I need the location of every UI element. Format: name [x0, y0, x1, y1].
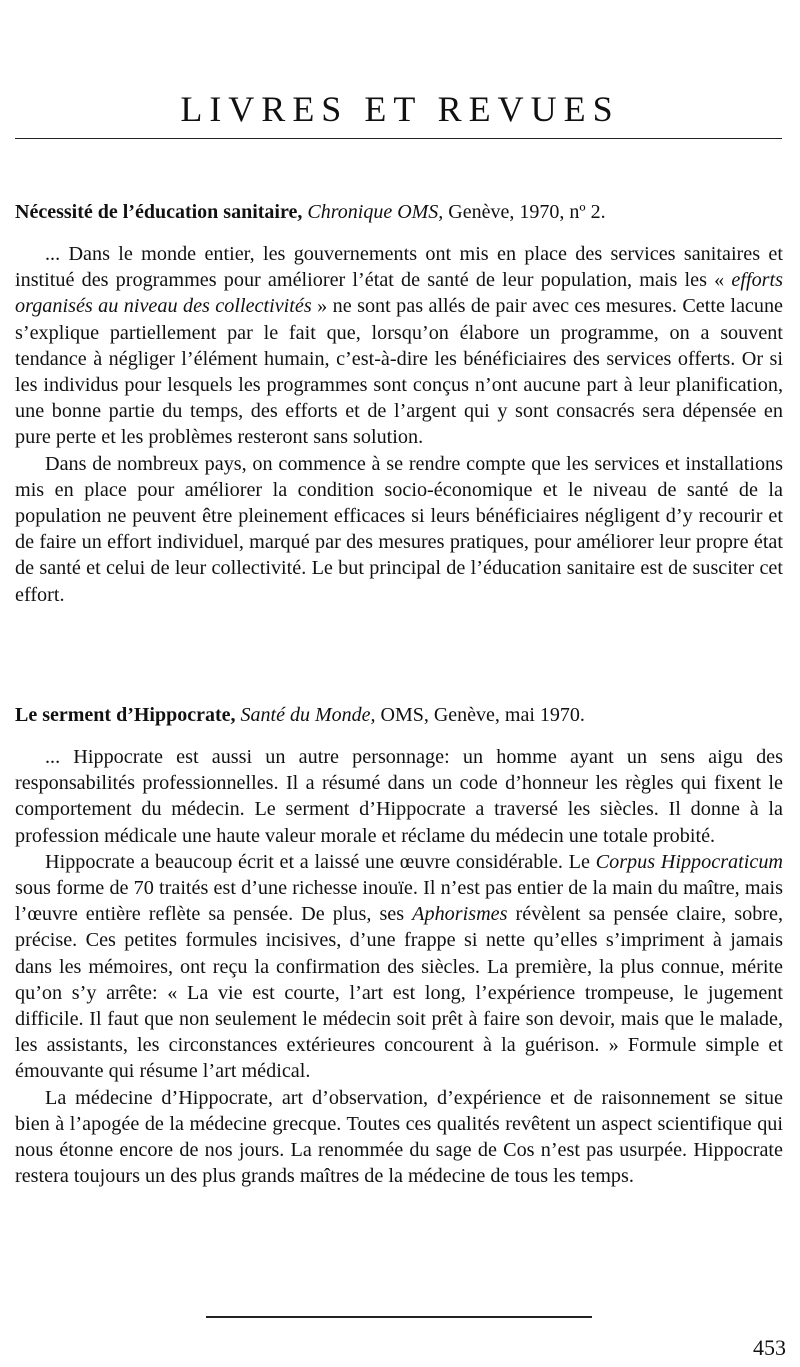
- paragraph: Dans de nombreux pays, on commence à se rendre compte que les services et installations mis en place pour améliorer la condition socio-économique et le niveau de santé de la population ne peuvent être pleinement efficaces si leurs bénéficiaires négligent d’y recourir et de faire un effort individuel, marqué par des mesures pratiques, pour améliorer leur propre état de santé et celui de leur collectivité. Le but principal de l’éducation sanitaire est de susciter cet effort.: [15, 452, 783, 606]
- review-title: Le serment d’Hippocrate,: [15, 704, 236, 726]
- section-heading: [15, 197, 783, 227]
- italic-title: Corpus Hippocraticum: [595, 850, 784, 873]
- title-rule: [15, 138, 782, 139]
- paragraph-text: sous forme de 70 traités est d’une richesse inouïe. Il n’est pas entier de la main du maître, mais l’œuvre entière reflète sa pensée. De plus, ses: [15, 877, 783, 926]
- review-citation: OMS, Genève, mai 1970.: [380, 704, 585, 726]
- paragraph-text: Hippocrate a beaucoup écrit et a laissé une œuvre considérable. Le: [45, 850, 590, 873]
- page-number: 453: [753, 1335, 786, 1360]
- paragraph: La médecine d’Hippocrate, art d’observation, d’expérience et de raisonnement se situe bien à l’apogée de la médecine grecque. Toutes ces qualités revêtent un aspect scientifique qui nous étonne encore de nos jours. La renommée du sage de Cos n’est pas usurpée. Hippocrate restera toujours un des plus grands maîtres de la médecine de tous les temps.: [15, 1086, 783, 1188]
- review-section-hippocrates: [15, 700, 783, 1189]
- italic-title: Aphorismes: [412, 903, 508, 926]
- paragraph-text: » ne sont pas allés de pair avec ces mesures. Cette lacune s’explique partiellement par le fait que, lorsqu’on élabore un programme, on a souvent tendance à négliger l’élément humain, c’est-à-dire les bénéficiaires des services offerts. Or si les individus pour lesquels les programmes sont conçus n’ont aucune part à leur planification, une bonne partie du temps, des efforts et de l’argent qui y sont consacrés sera dépensée en pure perte et les problèmes resteront sans solution.: [15, 295, 784, 449]
- paragraph: [15, 241, 783, 451]
- italic-quote: efforts organisés au niveau des collectivités: [15, 269, 783, 318]
- review-section-education: [15, 197, 783, 608]
- section-heading: [15, 700, 783, 730]
- review-title: Nécessité de l’éducation sanitaire,: [15, 201, 303, 223]
- review-source: Santé du Monde,: [240, 704, 376, 726]
- paragraph-text: révèlent sa pensée claire, sobre, précise. Ces petites formules incisives, d’une frappe si nette qu’elles s’impriment à jamais dans les mémoires, ont reçu la confirmation des siècles. La première, la plus connue, mérite qu’on s’y arrête: « La vie est courte, l’art est long, l’expérience trompeuse, le jugement difficile. Il faut que non seulement le médecin soit prêt à faire son devoir, mais que le malade, les assistants, les circonstances extérieures concourent à la guérison. » Formule simple et émouvante qui résume l’art médical.: [15, 903, 784, 1083]
- end-rule: [206, 1316, 592, 1318]
- paragraph-text: ... Dans le monde entier, les gouvernements ont mis en place des services sanitaires et institué des programmes pour améliorer l’état de santé de leur population, mais les «: [15, 243, 783, 292]
- page-title: LIVRES ET REVUES: [180, 89, 620, 129]
- review-source: Chronique OMS,: [307, 201, 444, 223]
- paragraph: ... Hippocrate est aussi un autre personnage: un homme ayant un sens aigu des responsabilités professionnelles. Il a résumé dans un code d’honneur les règles qui fixent le comportement du médecin. Le serment d’Hippocrate a traversé les siècles. Il donne à la profession médicale une haute valeur morale et réclame du médecin une totale probité.: [15, 746, 783, 847]
- review-citation: Genève, 1970, nº 2.: [448, 201, 606, 223]
- paragraph: [15, 849, 783, 1085]
